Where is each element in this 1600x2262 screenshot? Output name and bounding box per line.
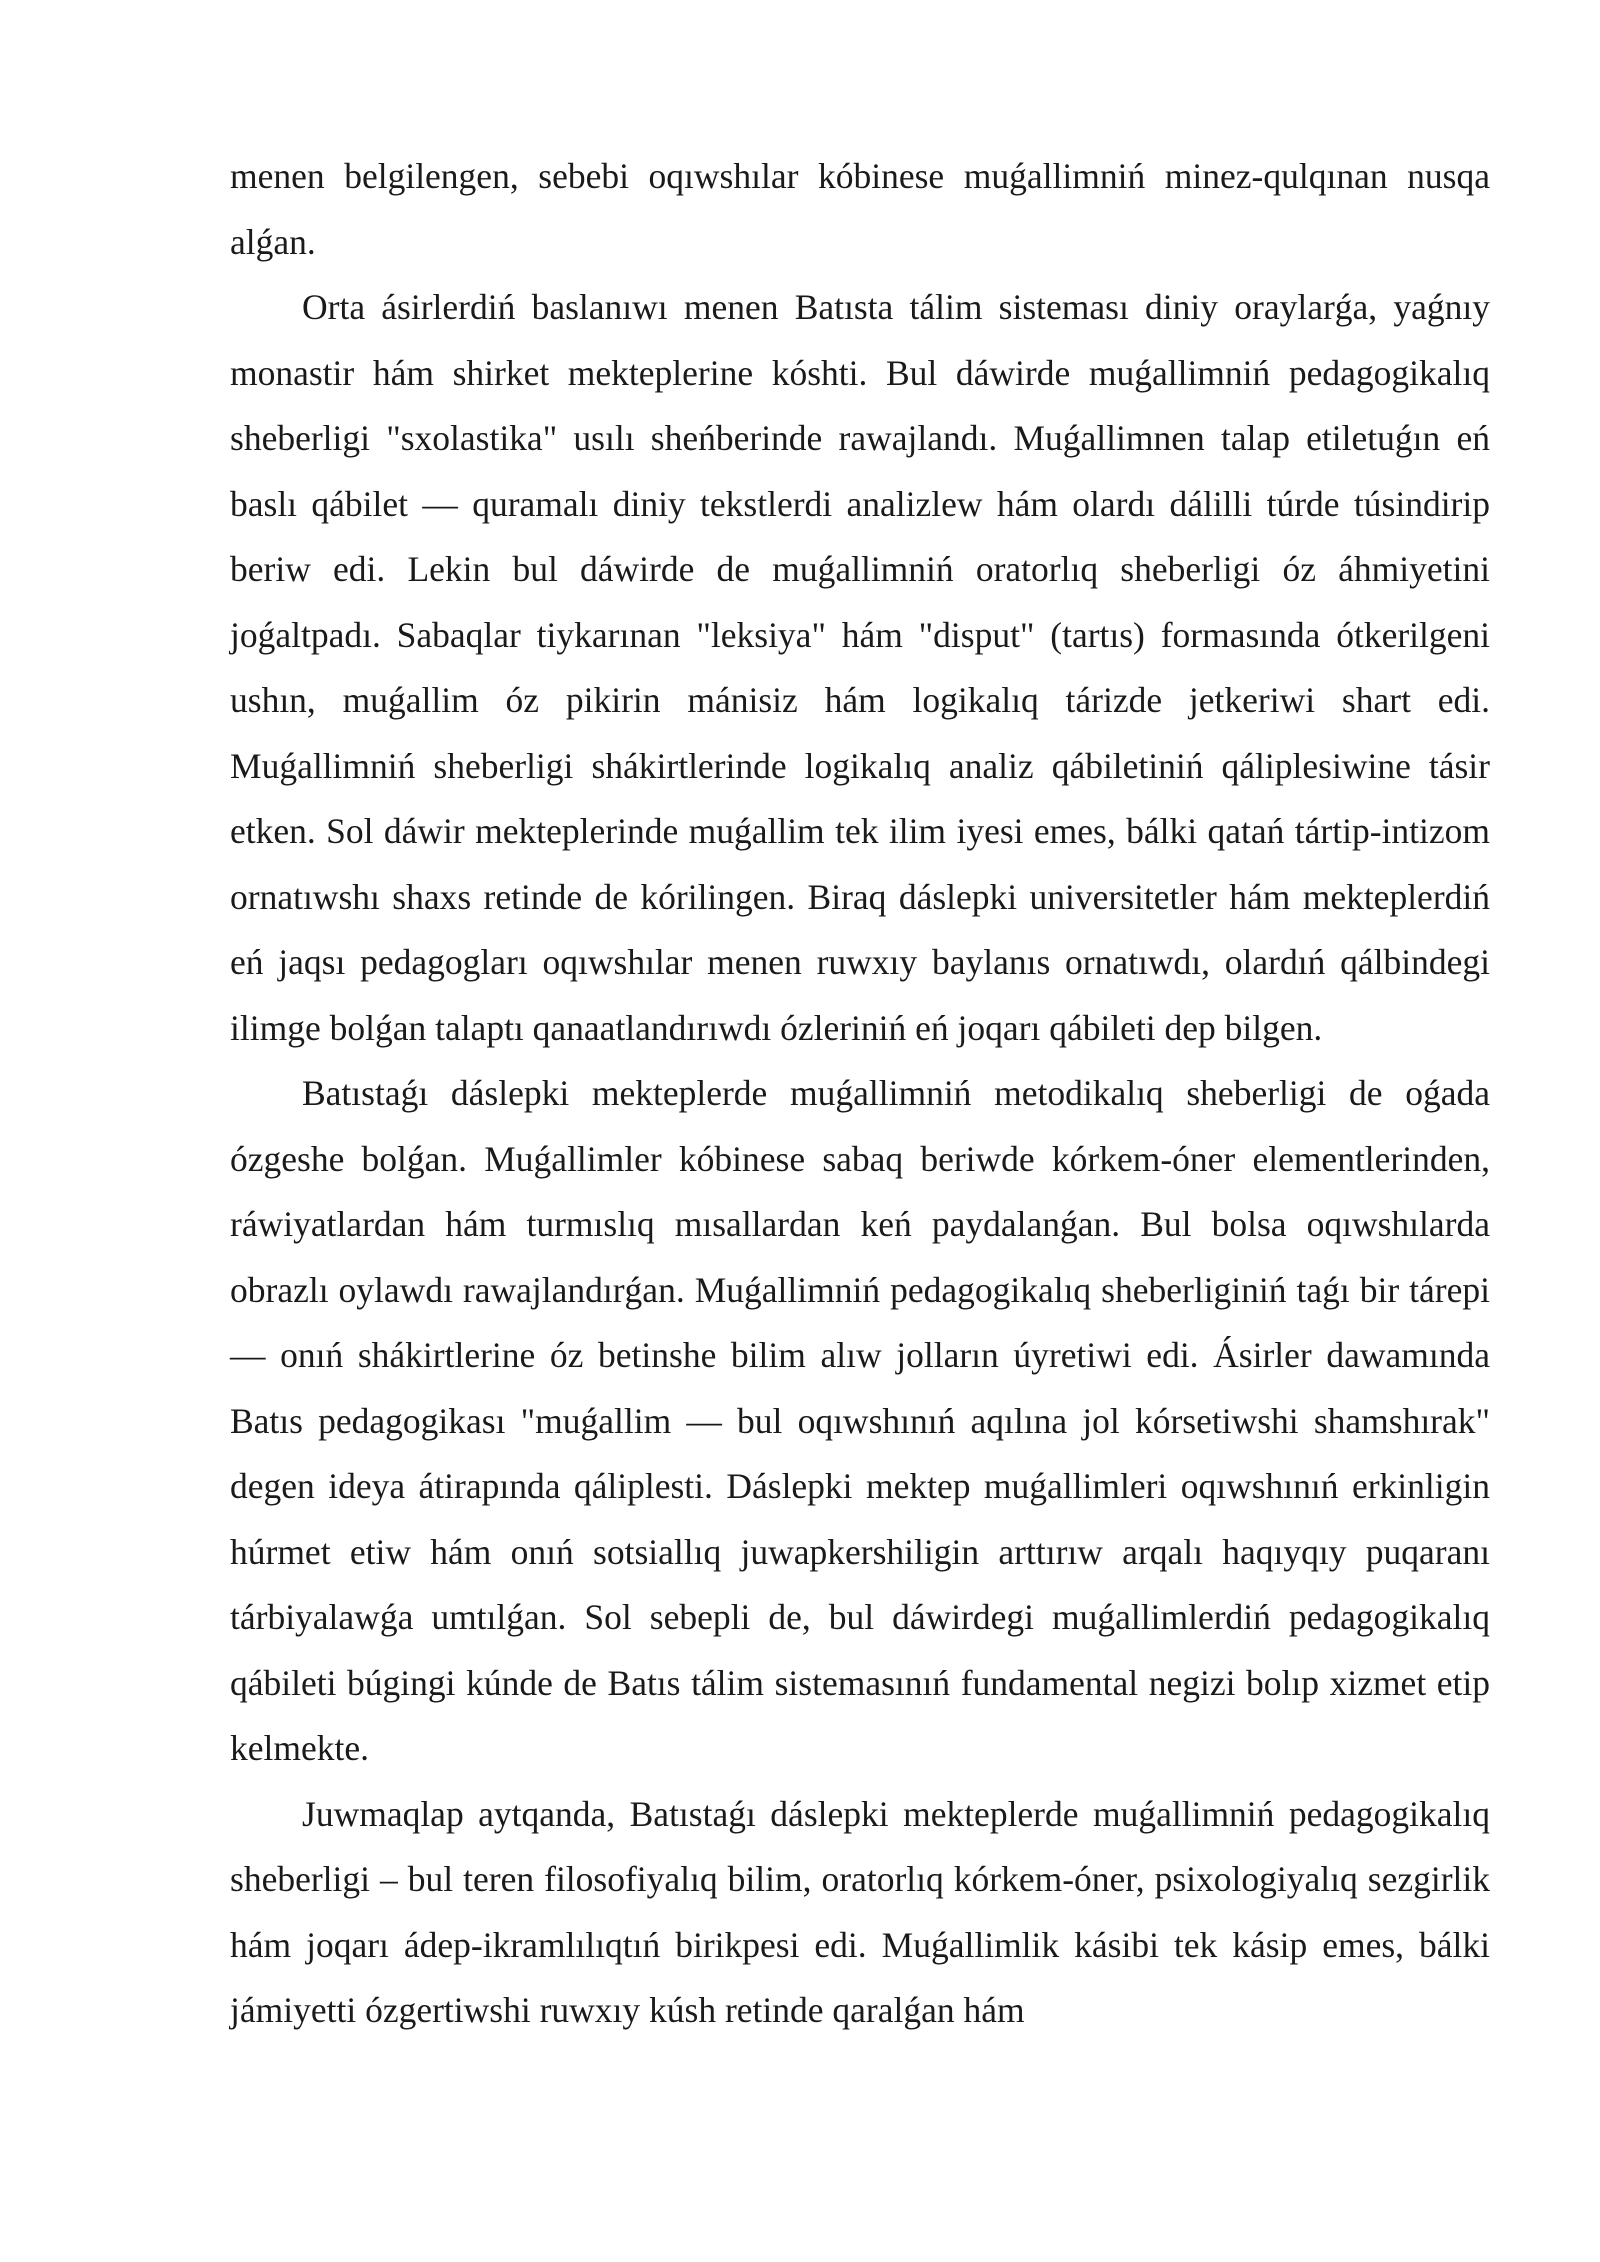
paragraph-methodology: Batıstaǵı dáslepki mekteplerde muǵallimniń metodikalıq sheberligi de oǵada ózgeshe bolǵan. Muǵallimler kóbinese sabaq beriwde kórkem-óner elementlerinden, ráwiyatlardan hám turmıslıq mısallardan keń paydalanǵan. Bul bolsa oqıwshılarda obrazlı oylawdı rawajlandırǵan. Muǵallimniń pedagogikalıq sheberliginiń taǵı bir tárepi — onıń shákirtlerine óz betinshe bilim alıw jolların úyretiwi edi. Ásirler dawamında Batıs pedagogikası "muǵallim — bul oqıwshınıń aqılına jol kórsetiwshi shamshırak" degen ideya átirapında qáliplesti. Dáslepki mektep muǵallimleri oqıwshınıń erkinligin húrmet etiw hám onıń sotsiallıq juwapkershiligin arttırıw arqalı haqıyqıy puqaranı tárbiyalawǵa umtılǵan. Sol sebepli de, bul dáwirdegi muǵallimlerdiń pedagogikalıq qábileti búgingi kúnde de Batıs tálim sistemasınıń fundamental negizi bolıp xizmet etip kelmekte. — [230, 1073, 1490, 1768]
paragraph-conclusion: Juwmaqlap aytqanda, Batıstaǵı dáslepki mekteplerde muǵallimniń pedagogikalıq sheberligi – bul teren filosofiyalıq bilim, oratorlıq kórkem-óner, psixologiyalıq sezgirlik hám joqarı ádep-ikramlılıqtıń birikpesi edi. Muǵallimlik kásibi tek kásip emes, bálki jámiyetti ózgertiwshi ruwxıy kúsh retinde qaralǵan hám — [230, 1793, 1490, 2030]
body-text — [230, 144, 1490, 2044]
paragraph-continuation: menen belgilengen, sebebi oqıwshılar kóbinese muǵallimniń minez-qulqınan nusqa alǵan. — [230, 156, 1490, 262]
paragraph-middle-ages: Orta ásirlerdiń baslanıwı menen Batısta tálim sisteması diniy oraylarǵa, yaǵnıy monastir hám shirket mekteplerine kóshti. Bul dáwirde muǵallimniń pedagogikalıq sheberligi "sxolastika" usılı sheńberinde rawajlandı. Muǵallimnen talap etiletuǵın eń baslı qábilet — quramalı diniy tekstlerdi analizlew hám olardı dálilli túrde túsindirip beriw edi. Lekin bul dáwirde de muǵallimniń oratorlıq sheberligi óz áhmiyetini joǵaltpadı. Sabaqlar tiykarınan "leksiya" hám "disput" (tartıs) formasında ótkerilgeni ushın, muǵallim óz pikirin mánisiz hám logikalıq tárizde jetkeriwi shart edi. Muǵallimniń sheberligi shákirtlerinde logikalıq analiz qábiletiniń qáliplesiwine tásir etken. Sol dáwir mekteplerinde muǵallim tek ilim iyesi emes, bálki qatań tártip-intizom ornatıwshı shaxs retinde de kórilingen. Biraq dáslepki universitetler hám mekteplerdiń eń jaqsı pedagogları oqıwshılar menen ruwxıy baylanıs ornatıwdı, olardıń qálbindegi ilimge bolǵan talaptı qanaatlandırıwdı ózleriniń eń joqarı qábileti dep bilgen. — [230, 287, 1490, 1048]
